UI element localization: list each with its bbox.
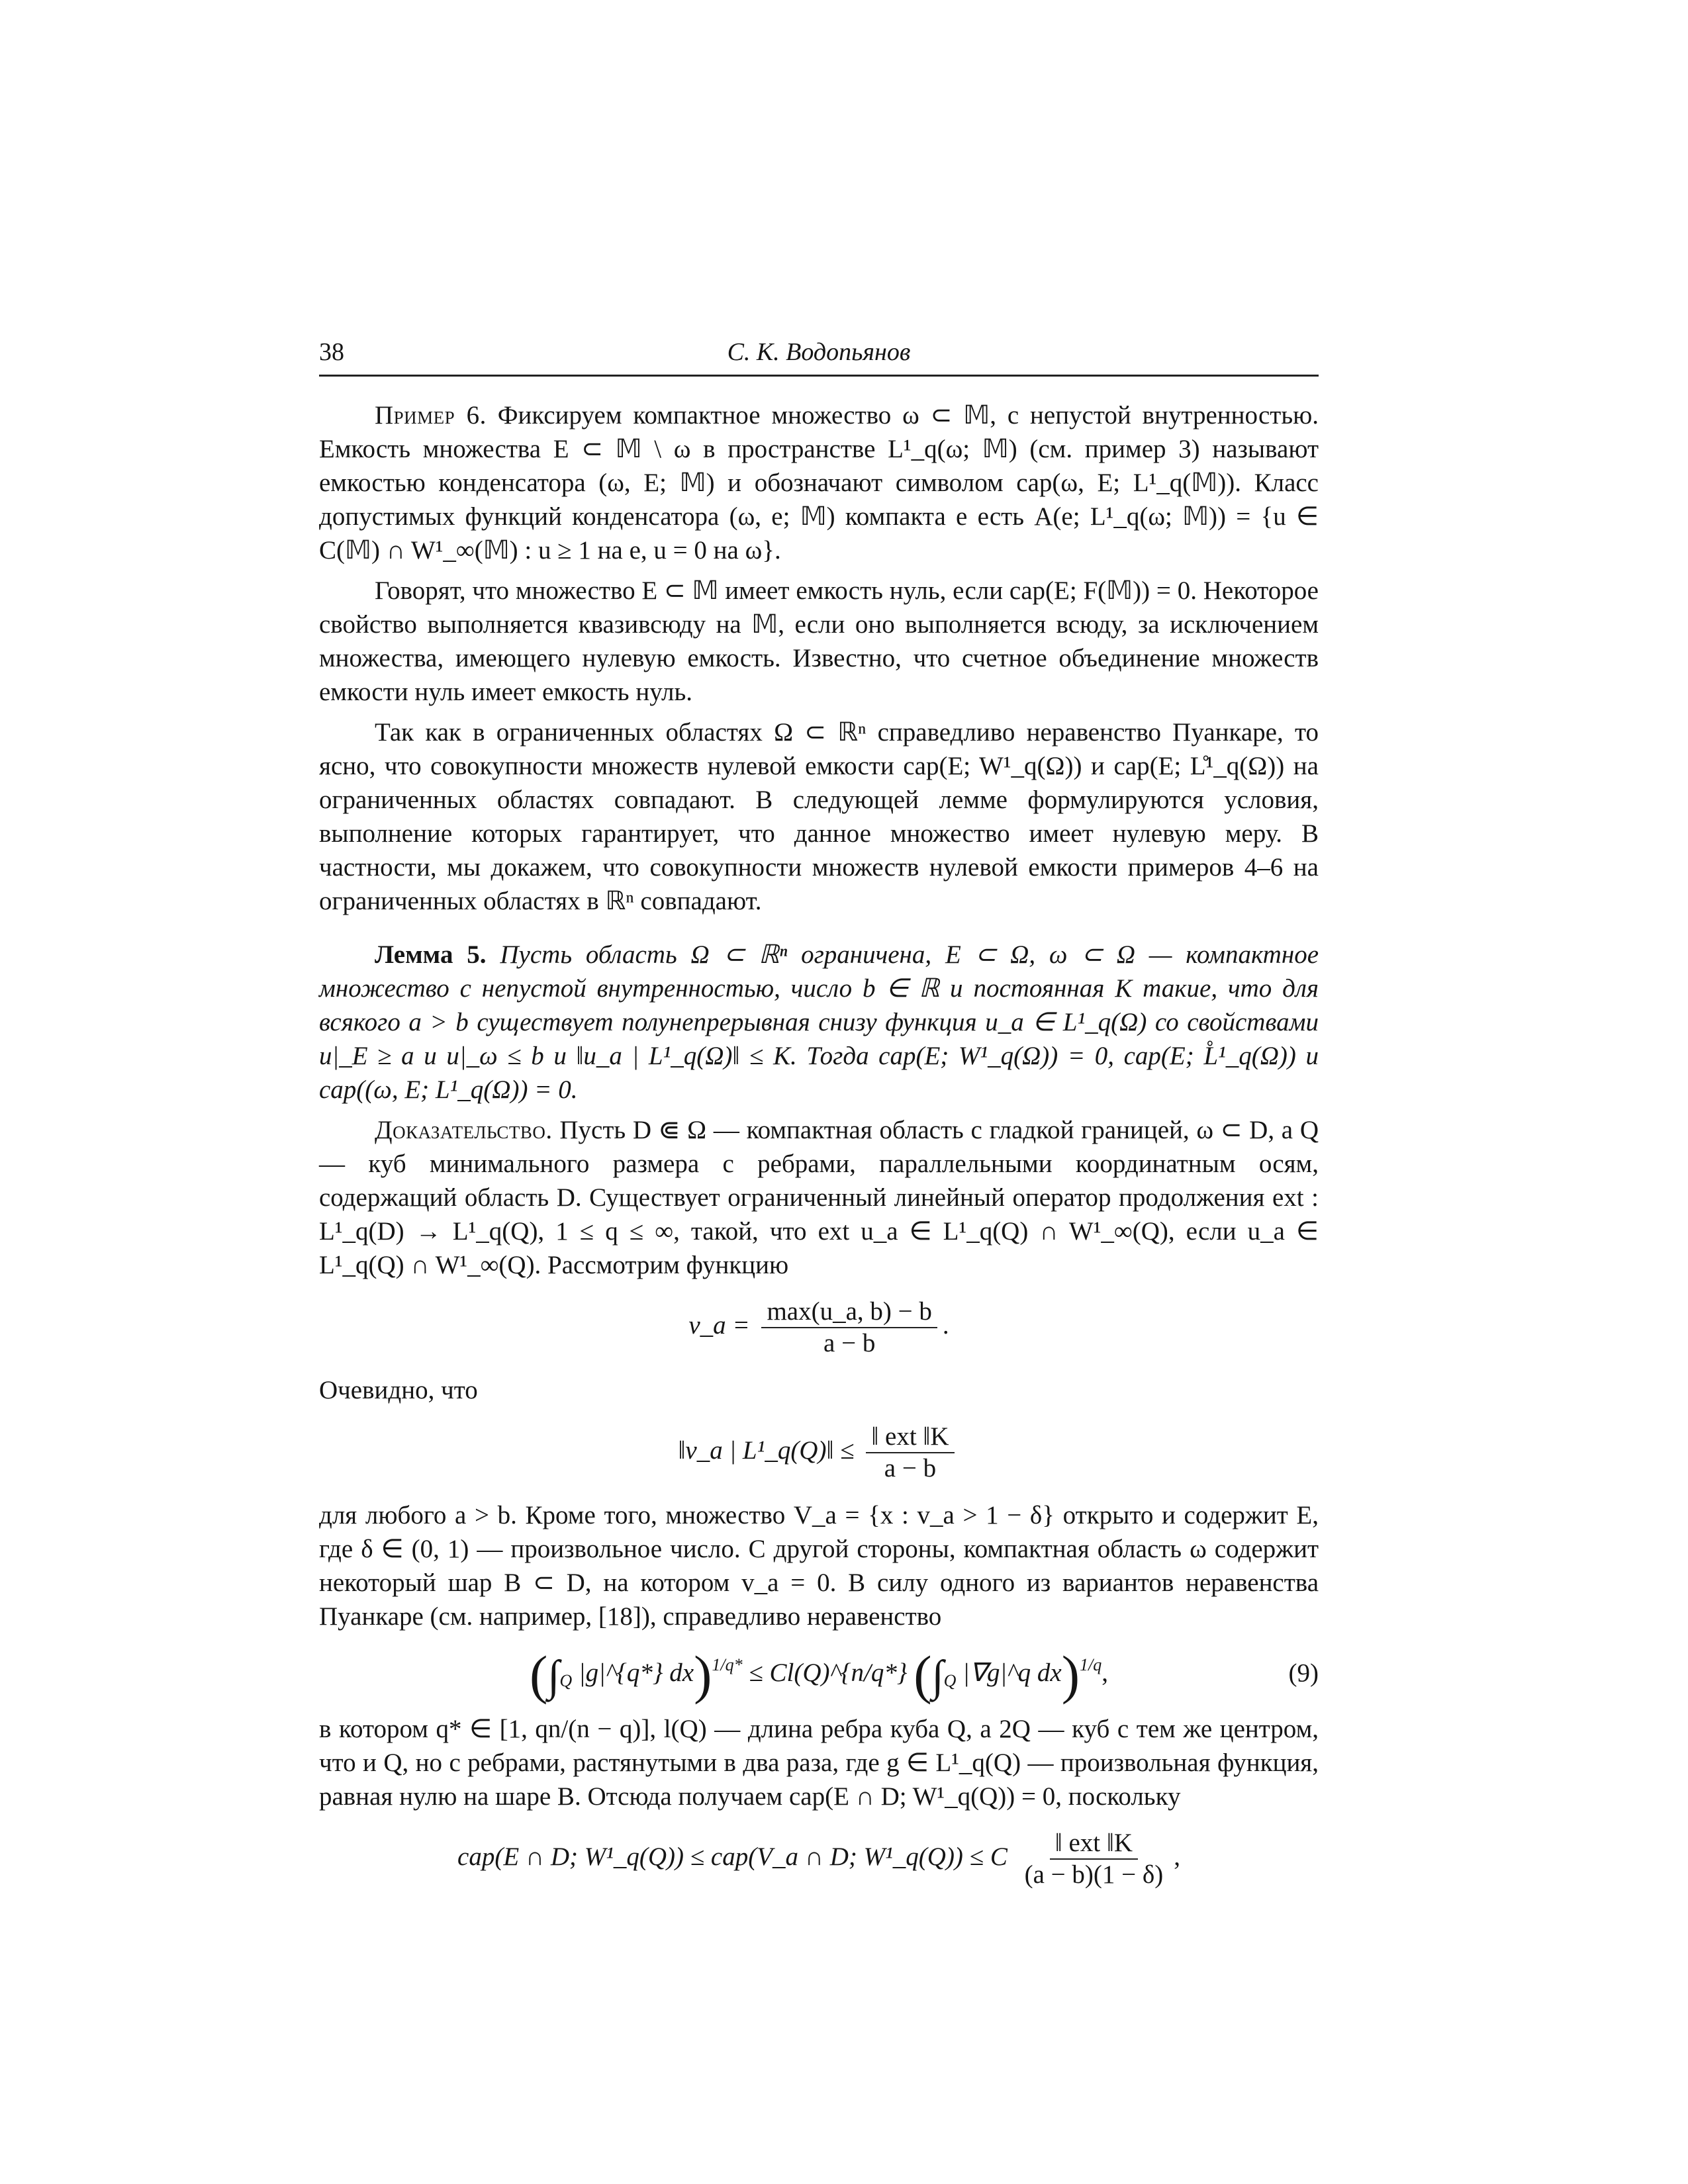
after-equation-9-paragraph: в котором q* ∈ [1, qn/(n − q)], l(Q) — длина ребра куба Q, а 2Q — куб с тем же центром, что и Q, но с ребрами, растянутыми в два раза, где g ∈ L¹_q(Q) — произвольная функция, равная нулю на шаре B. Отсюда получаем cap(E ∩ D; W¹_q(Q)) = 0, поскольку: [319, 1715, 1319, 1811]
integral-sign-left: ∫: [547, 1652, 560, 1700]
equation-final: [319, 1828, 1319, 1890]
after-norm-paragraph: для любого a > b. Кроме того, множество V_a = {x : v_a > 1 − δ} открыто и содержит E, где δ ∈ (0, 1) — произвольное число. С другой стороны, компактная область ω содержит некоторый шар B ⊂ D, на котором v_a = 0. В силу одного из вариантов неравенства Пуанкаре (см. например, [18]), справедливо неравенство: [319, 1501, 1319, 1631]
equation-9-right-exponent: 1/q: [1080, 1655, 1102, 1674]
equation-final-denominator: (a − b)(1 − δ): [1024, 1860, 1164, 1889]
proof-text: Пусть D ⋐ Ω — компактная область с гладкой границей, ω ⊂ D, а Q — куб минимального размера с ребрами, параллельными координатным осям, содержащий область D. Существует ограниченный линейный оператор продолжения ext : L¹_q(D) → L¹_q(Q), 1 ≤ q ≤ ∞, такой, что ext u_a ∈ L¹_q(Q) ∩ W¹_∞(Q), если u_a ∈ L¹_q(Q) ∩ W¹_∞(Q). Рассмотрим функцию: [319, 1116, 1319, 1279]
lemma-5-text: Пусть область Ω ⊂ ℝⁿ ограничена, E ⊂ Ω, ω ⊂ Ω — компактное множество с непустой внутренностью, число b ∈ ℝ и постоянная K такие, что для всякого a > b существует полунепрерывная снизу функция u_a ∈ L¹_q(Ω) со свойствами u|_E ≥ a и u|_ω ≤ b и ‖u_a | L¹_q(Ω)‖ ≤ K. Тогда cap(E; W¹_q(Ω)) = 0, cap(E; L̊¹_q(Ω)) и cap((ω, E; L¹_q(Ω)) = 0.: [319, 940, 1319, 1104]
equation-9-right-integrand: |∇g|^q dx: [962, 1659, 1062, 1687]
equation-final-numerator: ‖ ext ‖K: [1050, 1828, 1138, 1860]
equation-9-left-exponent: 1/q*: [712, 1655, 743, 1674]
equation-norm: [319, 1422, 1319, 1484]
equation-va-fraction: [761, 1297, 937, 1359]
equation-9-left-integrand: |g|^{q*} dx: [578, 1659, 694, 1687]
lemma-5-paragraph: [319, 938, 1319, 1107]
obviously-text: Очевидно, что: [319, 1376, 478, 1404]
example-6-paragraph: [319, 398, 1319, 567]
equation-norm-lhs: ‖v_a | L¹_q(Q)‖ ≤: [678, 1435, 855, 1465]
lemma-5-title: Лемма 5.: [375, 940, 487, 969]
example-6-text: Фиксируем компактное множество ω ⊂ 𝕄, с непустой внутренностью. Емкость множества E ⊂ 𝕄 \ ω в пространстве L¹_q(ω; 𝕄) (см. пример 3) называют емкостью конденсатора (ω, E; 𝕄) и обозначают символом cap(ω, E; L¹_q(𝕄)). Класс допустимых функций конденсатора (ω, e; 𝕄) компакта e есть A(e; L¹_q(ω; 𝕄)) = {u ∈ C(𝕄) ∩ W¹_∞(𝕄) : u ≥ 1 на e, u = 0 на ω}.: [319, 401, 1319, 565]
proof-paragraph: [319, 1113, 1319, 1282]
example-6-title: Пример 6.: [375, 401, 487, 430]
poincare-paragraph: Так как в ограниченных областях Ω ⊂ ℝⁿ справедливо неравенство Пуанкаре, то ясно, что совокупности множеств нулевой емкости cap(E; W¹_q(Ω)) и cap(E; L̊¹_q(Ω)) на ограниченных областях совпадают. В следующей лемме формулируются условия, выполнение которых гарантирует, что данное множество имеет нулевую меру. В частности, мы докажем, что совокупности множеств нулевой емкости примеров 4–6 на ограниченных областях в ℝⁿ совпадают.: [319, 718, 1319, 915]
page-number: 38: [319, 338, 344, 366]
page-header: [319, 336, 1319, 377]
zero-capacity-paragraph: Говорят, что множество E ⊂ 𝕄 имеет емкость нуль, если cap(E; F(𝕄)) = 0. Некоторое свойство выполняется квазивсюду на 𝕄, если оно выполняется всюду, за исключением множества, имеющего нулевую емкость. Известно, что счетное объединение множеств емкости нуль имеет емкость нуль.: [319, 576, 1319, 706]
equation-9-number: (9): [1288, 1659, 1319, 1687]
running-head: С. К. Водопьянов: [727, 338, 911, 366]
equation-norm-denominator: a − b: [884, 1454, 937, 1482]
equation-va-numerator: max(u_a, b) − b: [761, 1297, 937, 1328]
equation-norm-numerator: ‖ ext ‖K: [866, 1422, 954, 1453]
equation-9: ($\int_Q$ |g|^{q*} dx)$^{1/q*}$ ≤ Cl(Q)^{n/q*} ($\int_Q$ |∇g|^q dx)$^{1/q}$, (9): [529, 1645, 1319, 1705]
proof-title: Доказательство.: [375, 1116, 553, 1144]
equation-va-lhs: v_a =: [688, 1310, 750, 1340]
equation-norm-fraction: [866, 1422, 954, 1484]
equation-va-denominator: a − b: [823, 1329, 876, 1357]
page-body: [319, 398, 1319, 1905]
equation-final-lhs: cap(E ∩ D; W¹_q(Q)) ≤ cap(V_a ∩ D; W¹_q(Q)) ≤ C: [457, 1842, 1008, 1871]
integral-domain-right: Q: [943, 1671, 957, 1690]
equation-va: [319, 1297, 1319, 1359]
equation-9-trail: ,: [1102, 1659, 1109, 1687]
integral-sign-right: ∫: [931, 1652, 944, 1700]
equation-final-trail: ,: [1174, 1842, 1180, 1871]
equation-9-middle: ≤ Cl(Q)^{n/q*}: [749, 1659, 908, 1687]
equation-va-trail: .: [942, 1310, 949, 1340]
equation-final-fraction: [1019, 1828, 1169, 1890]
integral-domain-left: Q: [559, 1671, 573, 1690]
